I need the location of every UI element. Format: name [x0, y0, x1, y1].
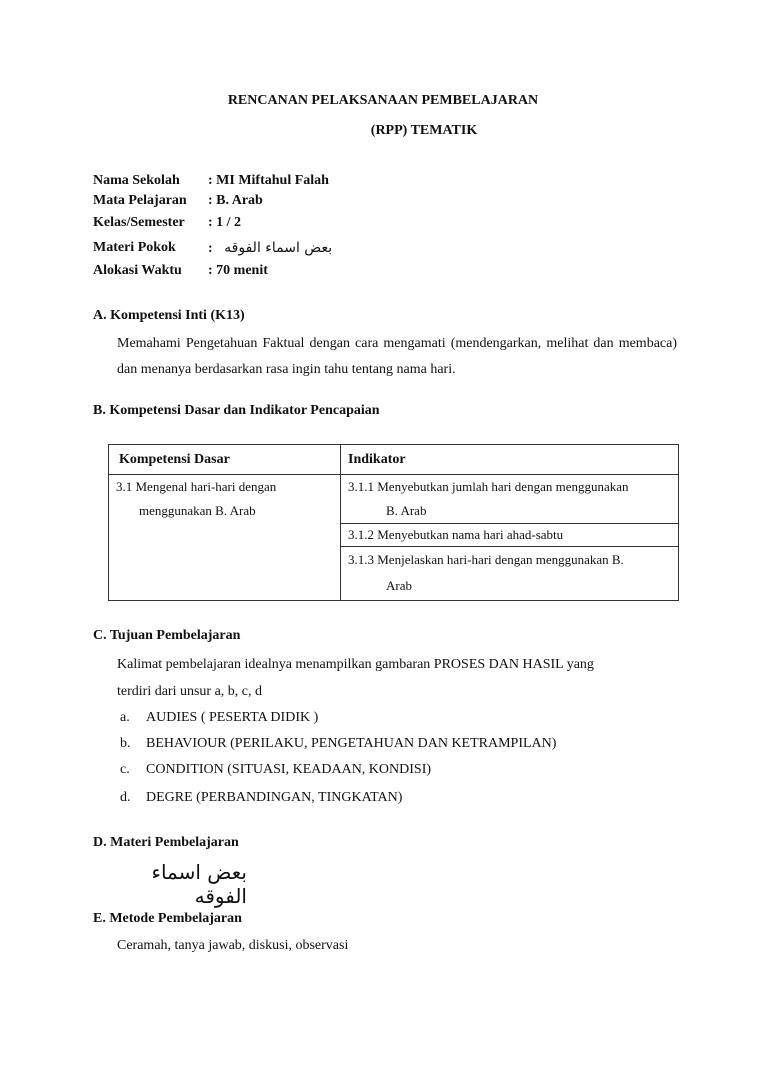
- info-value-class: : 1 / 2: [208, 215, 242, 230]
- info-value-subject: : B. Arab: [208, 193, 263, 208]
- indicator-2: 3.1.2 Menyebutkan nama hari ahad-sabtu: [348, 527, 564, 542]
- table-row-line-2: [340, 546, 678, 547]
- table-header-indicator: Indikator: [348, 452, 406, 467]
- list-item-text: AUDIES ( PESERTA DIDIK ): [146, 710, 319, 725]
- info-label-subject: Mata Pelajaran: [93, 193, 187, 208]
- section-d-arabic: بعض اسماء الفوقه: [151, 860, 247, 908]
- kd-line-1: 3.1 Mengenal hari-hari dengan: [116, 479, 277, 494]
- kd-line-2: menggunakan B. Arab: [139, 503, 256, 518]
- table-header-line: [109, 474, 678, 475]
- indicator-3-line-2: Arab: [386, 578, 412, 593]
- list-marker: a.: [120, 710, 130, 725]
- document-title: RENCANAN PELAKSANAAN PEMBELAJARAN: [227, 93, 539, 108]
- section-e-heading: E. Metode Pembelajaran: [93, 911, 242, 926]
- section-c-line-2: terdiri dari unsur a, b, c, d: [117, 684, 263, 699]
- list-item: [120, 762, 431, 778]
- section-a-text: Memahami Pengetahuan Faktual dengan cara mengamati (mendengarkan, melihat dan membaca) dan menanya berdasarkan rasa ingin tahu tentang nama hari.: [117, 336, 677, 377]
- list-marker: b.: [120, 736, 131, 751]
- list-item-text: BEHAVIOUR (PERILAKU, PENGETAHUAN DAN KETRAMPILAN): [146, 736, 557, 751]
- list-item-text: CONDITION (SITUASI, KEADAAN, KONDISI): [146, 762, 432, 777]
- document-subtitle: (RPP) TEMATIK: [370, 123, 478, 138]
- info-label-school: Nama Sekolah: [93, 173, 180, 188]
- info-value-time: : 70 menit: [208, 263, 268, 278]
- table-header-kd: Kompetensi Dasar: [119, 452, 230, 467]
- section-b-heading: B. Kompetensi Dasar dan Indikator Pencapaian: [93, 403, 380, 418]
- info-value-school: : MI Miftahul Falah: [208, 173, 329, 188]
- list-marker: d.: [120, 790, 131, 805]
- info-value-topic: بعض اسماء الفوقه: [224, 240, 333, 256]
- info-label-topic: Materi Pokok: [93, 240, 176, 255]
- list-marker: c.: [120, 762, 130, 777]
- section-c-line-1: Kalimat pembelajaran idealnya menampilkan gambaran PROSES DAN HASIL yang: [117, 657, 594, 672]
- indicator-1-line-2: B. Arab: [386, 503, 427, 518]
- competency-table: [108, 444, 679, 601]
- list-item: [120, 736, 556, 752]
- section-d-heading: D. Materi Pembelajaran: [93, 835, 239, 850]
- list-item-text: DEGRE (PERBANDINGAN, TINGKATAN): [146, 790, 403, 805]
- indicator-3-line-1: 3.1.3 Menjelaskan hari-hari dengan menggunakan B.: [348, 552, 624, 567]
- indicator-1-line-1: 3.1.1 Menyebutkan jumlah hari dengan menggunakan: [348, 479, 629, 494]
- list-item: [120, 790, 402, 806]
- info-label-class: Kelas/Semester: [93, 215, 185, 230]
- section-c-heading: C. Tujuan Pembelajaran: [93, 628, 241, 643]
- table-row-line-1: [340, 523, 678, 524]
- info-label-time: Alokasi Waktu: [93, 263, 182, 278]
- section-e-text: Ceramah, tanya jawab, diskusi, observasi: [117, 938, 349, 953]
- section-a-heading: A. Kompetensi Inti (K13): [93, 308, 245, 323]
- info-sep-topic: :: [208, 241, 213, 256]
- list-item: [120, 710, 318, 726]
